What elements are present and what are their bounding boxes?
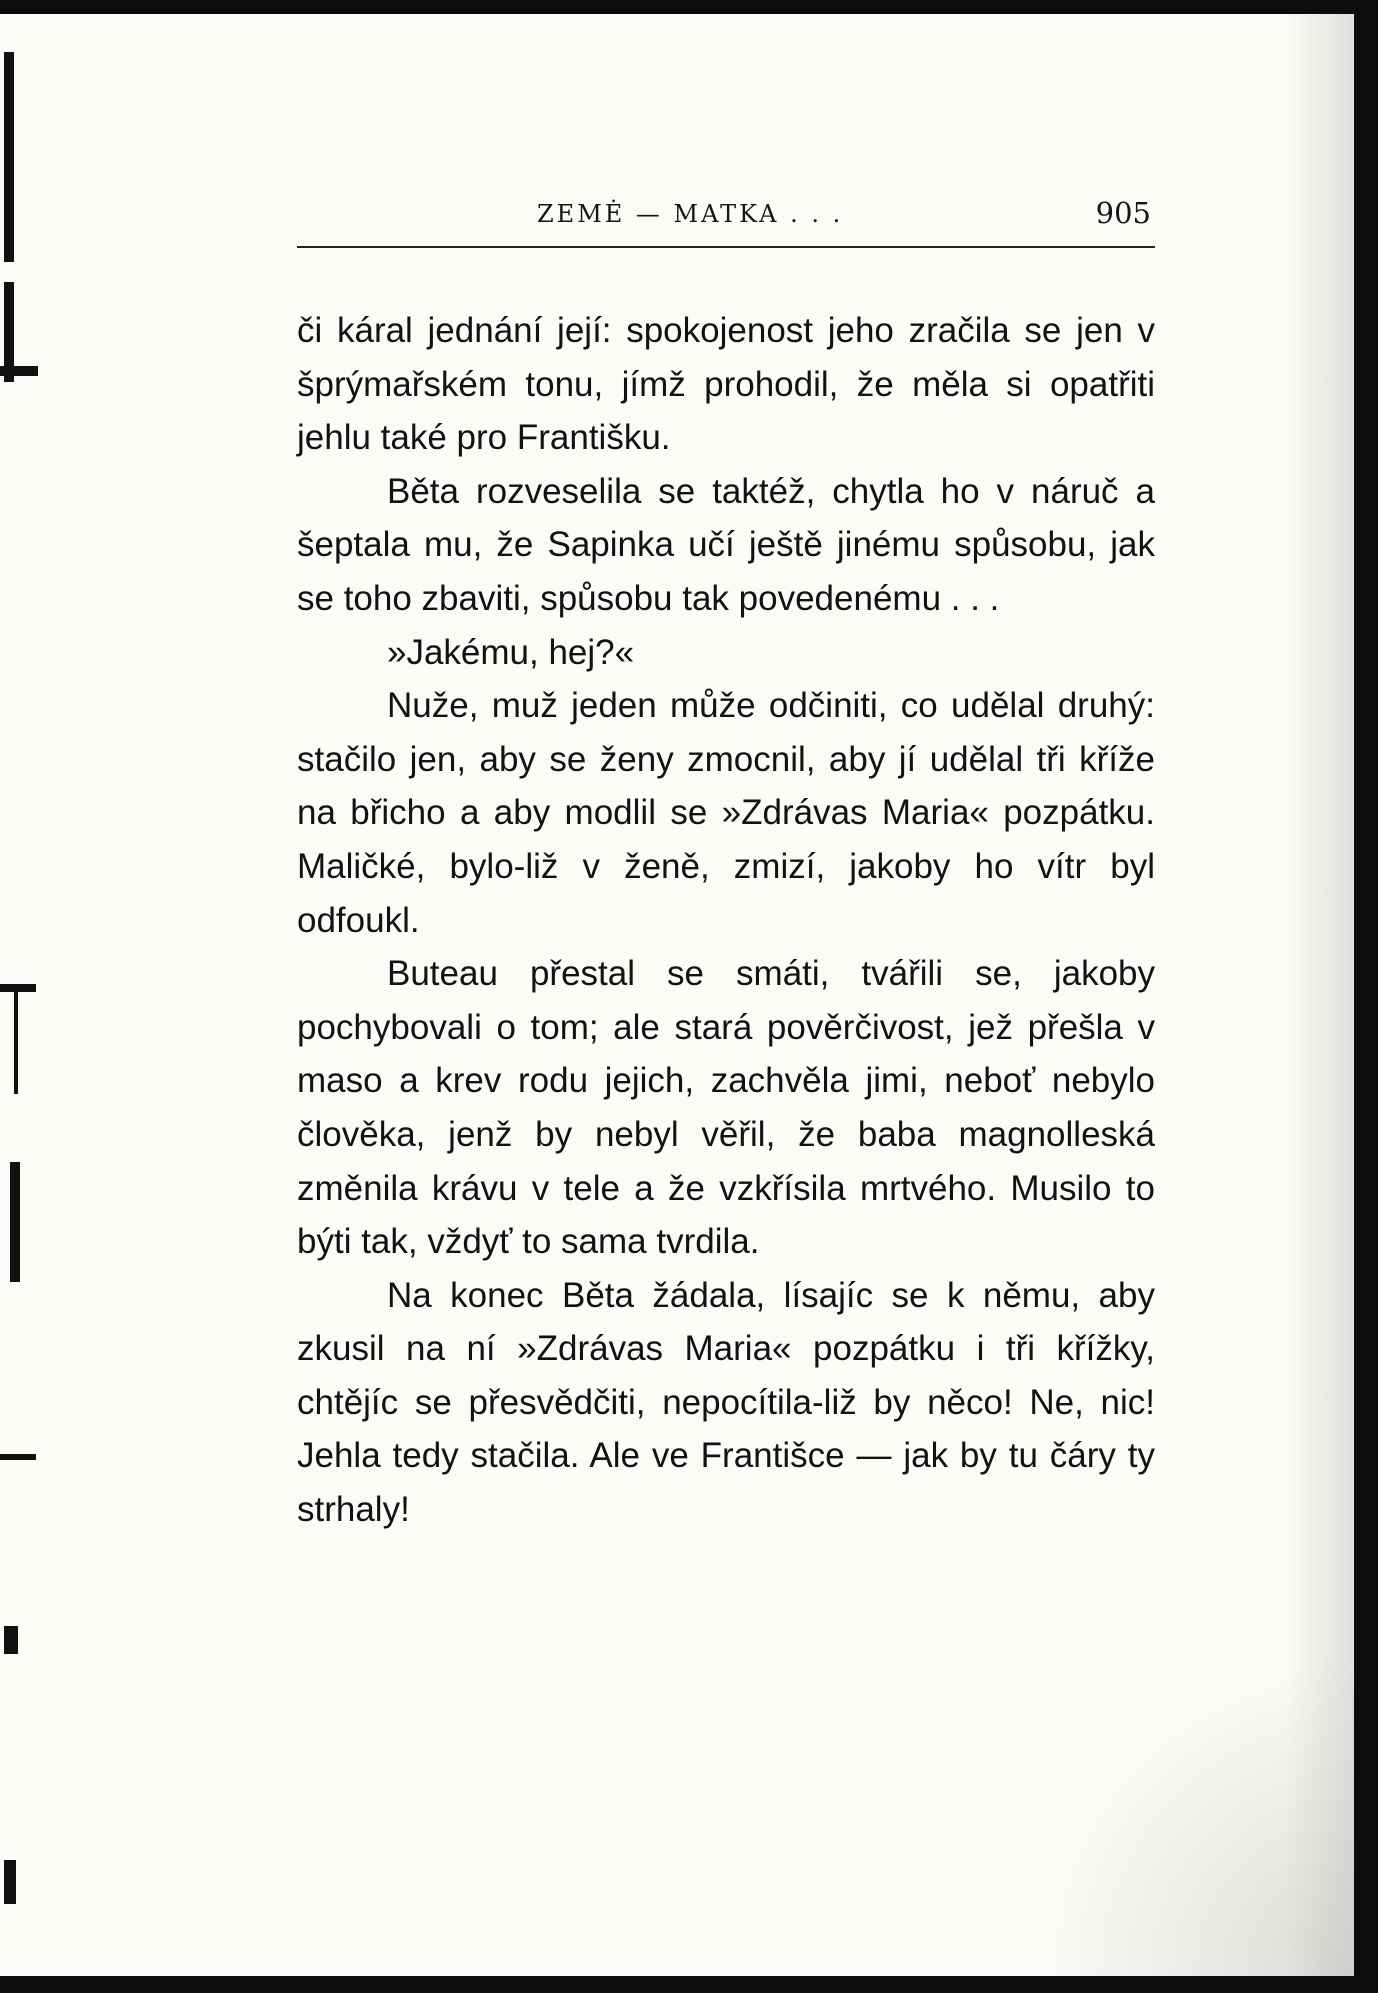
paragraph: Na konec Běta žádala, lísajíc se k němu, aby zkusil na ní »Zdrávas Maria« pozpátku i tři křížky, chtějíc se přesvědčiti, nepocítila-liž by něco! Ne, nic! Jehla tedy stačila. Ale ve Františce — jak by tu čáry ty strhaly! bbox=[297, 1275, 1155, 1530]
paragraph: či káral jednání její: spokojenost jeho zračila se jen v šprýmařském tonu, jímž prohodil, že měla si opatřiti jehlu také pro Františku. bbox=[297, 311, 1155, 458]
binding-mark bbox=[0, 1454, 36, 1460]
body-text bbox=[297, 304, 1155, 1537]
binding-mark bbox=[0, 366, 38, 376]
binding-marks bbox=[0, 14, 40, 1976]
running-title: ZEMĖ — MATKA . . . bbox=[537, 200, 844, 228]
binding-mark bbox=[4, 52, 14, 262]
paragraph: Běta rozveselila se taktéž, chytla ho v náruč a šeptala mu, že Sapinka učí ještě jinému spůsobu, jak se toho zbaviti, spůsobu tak povedenému . . . bbox=[297, 471, 1155, 618]
binding-mark bbox=[4, 1626, 18, 1654]
page-corner-stain bbox=[1034, 1656, 1354, 1976]
paragraph: Buteau přestal se smáti, tvářili se, jakoby pochybovali o tom; ale stará pověrčivost, jež přešla v maso a krev rodu jejich, zachvěla jimi, neboť nebylo člověka, jenž by nebyl věřil, že baba magnolleská změnila krávu v tele a že vzkřísila mrtvého. Musilo to býti tak, vždyť to sama tvrdila. bbox=[297, 954, 1155, 1262]
header-rule bbox=[297, 246, 1155, 248]
binding-mark bbox=[10, 1162, 20, 1282]
book-page bbox=[0, 14, 1354, 1976]
page-header bbox=[297, 188, 1155, 234]
binding-mark bbox=[14, 984, 18, 1094]
paragraph: »Jakému, hej?« bbox=[387, 632, 635, 672]
binding-mark bbox=[4, 1860, 16, 1904]
paragraph: Nuže, muž jeden může odčiniti, co udělal druhý: stačilo jen, aby se ženy zmocnil, aby jí udělal tři kříže na břicho a aby modlil se »Zdrávas Maria« pozpátku. Maličké, bylo-liž v ženě, zmizí, jakoby ho vítr byl odfoukl. bbox=[297, 686, 1155, 940]
page-number: 905 bbox=[1095, 196, 1151, 230]
binding-mark bbox=[0, 984, 36, 992]
